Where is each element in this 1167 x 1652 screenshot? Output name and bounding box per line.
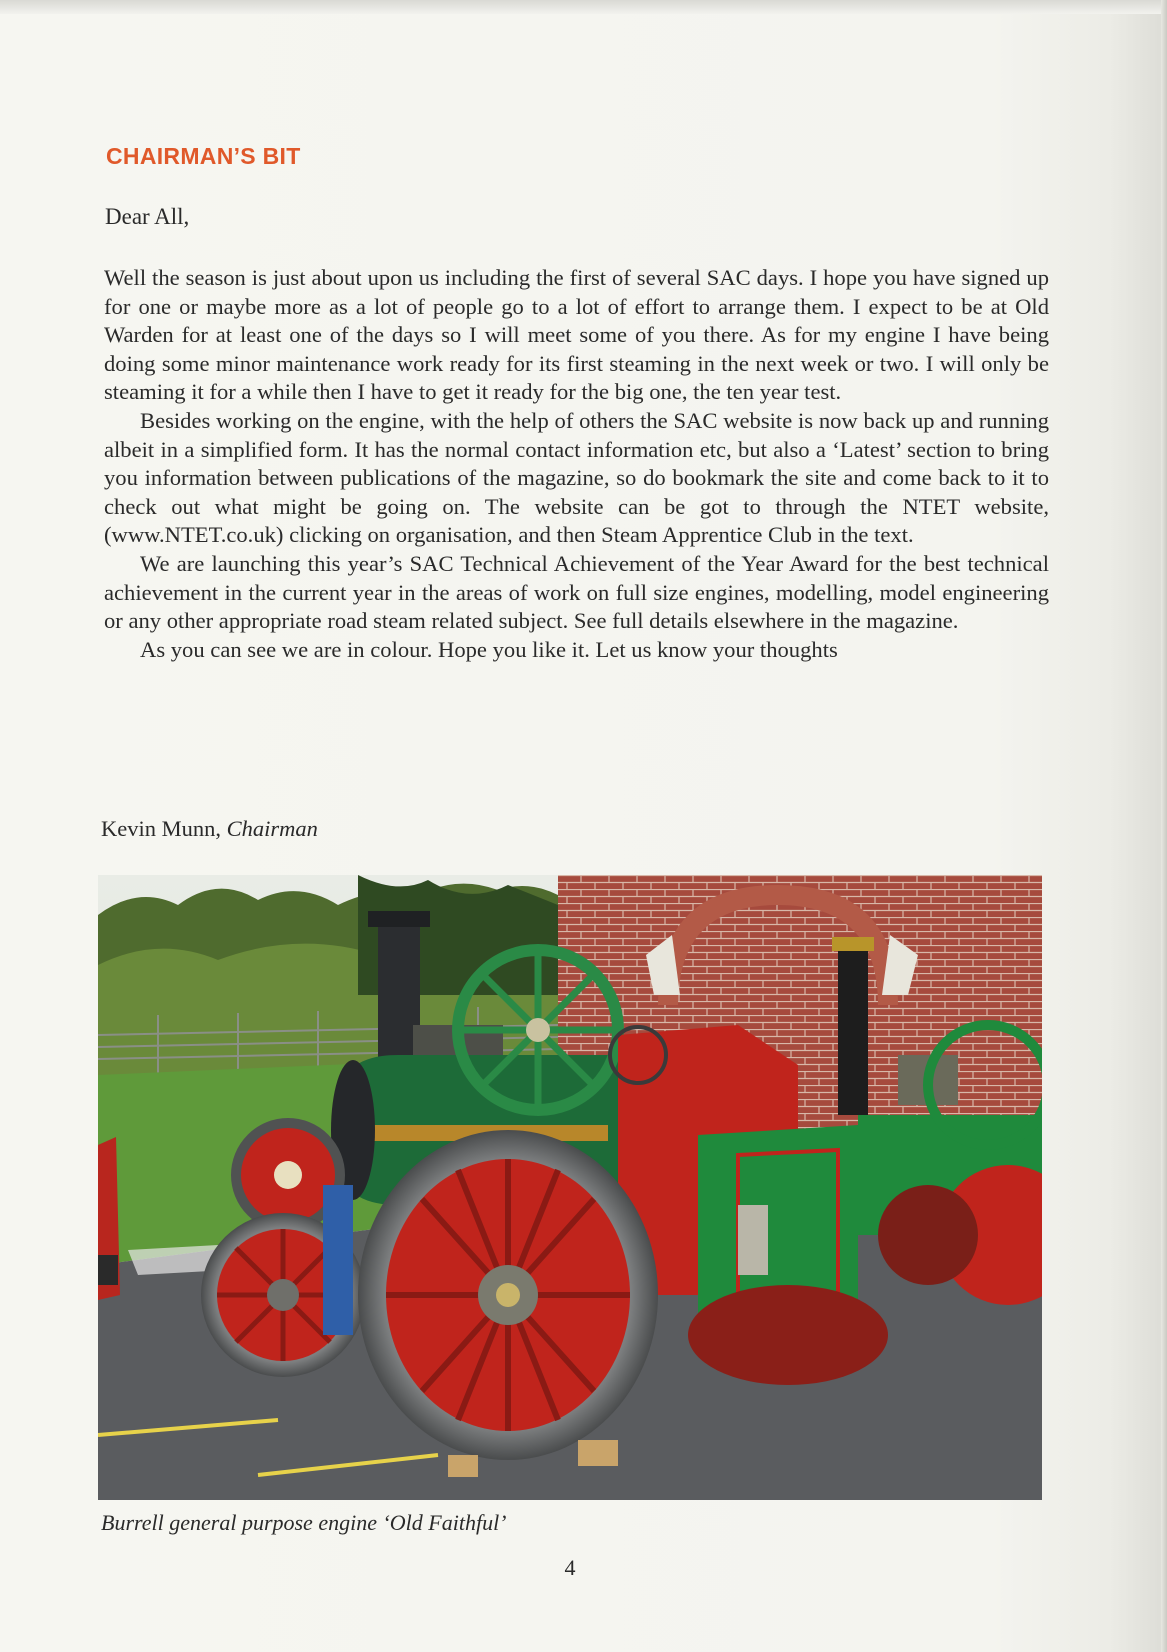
- paragraph-4: As you can see we are in colour. Hope you like it. Let us know your thoughts: [140, 636, 838, 662]
- page-number: 4: [564, 1555, 576, 1580]
- binding-edge: [1161, 0, 1167, 1652]
- traction-engine-photo: [98, 875, 1042, 1500]
- signature: [101, 816, 318, 842]
- paragraph-2: Besides working on the engine, with the help of others the SAC website is now back up and running albeit in a simplified form. It has the normal contact information etc, but also a ‘Latest’ section to bring you information between publications of the magazine, so do bookmark the site and come back to it to check out what might be going on. The website can be got to through the NTET website, (www.NTET.co.uk) clicking on organisation, and then Steam Apprentice Club in the text.: [104, 407, 1049, 548]
- paragraph-3: We are launching this year’s SAC Technical Achievement of the Year Award for the best technical achievement in the current year in the areas of work on full size engines, modelling, model engineering or any other appropriate road steam related subject. See full details elsewhere in the magazine.: [104, 550, 1049, 634]
- article-body: [104, 264, 1049, 664]
- article-heading: CHAIRMAN’S BIT: [106, 143, 301, 169]
- scan-shadow: [0, 0, 1167, 14]
- signature-name: Kevin Munn,: [101, 816, 227, 841]
- paragraph-1: Well the season is just about upon us including the first of several SAC days. I hope you have signed up for one or maybe more as a lot of people go to a lot of effort to arrange them. I expect to be at Old Warden for at least one of the days so I will meet some of you there. As for my engine I have being doing some minor maintenance work ready for its first steaming in the next week or two. I will only be steaming it for a while then I have to get it ready for the big one, the ten year test.: [104, 265, 1049, 405]
- salutation: Dear All,: [105, 204, 190, 229]
- signature-role: Chairman: [226, 816, 318, 841]
- photo-illustration: [98, 875, 1042, 1500]
- photo-caption: Burrell general purpose engine ‘Old Faithful’: [101, 1510, 507, 1535]
